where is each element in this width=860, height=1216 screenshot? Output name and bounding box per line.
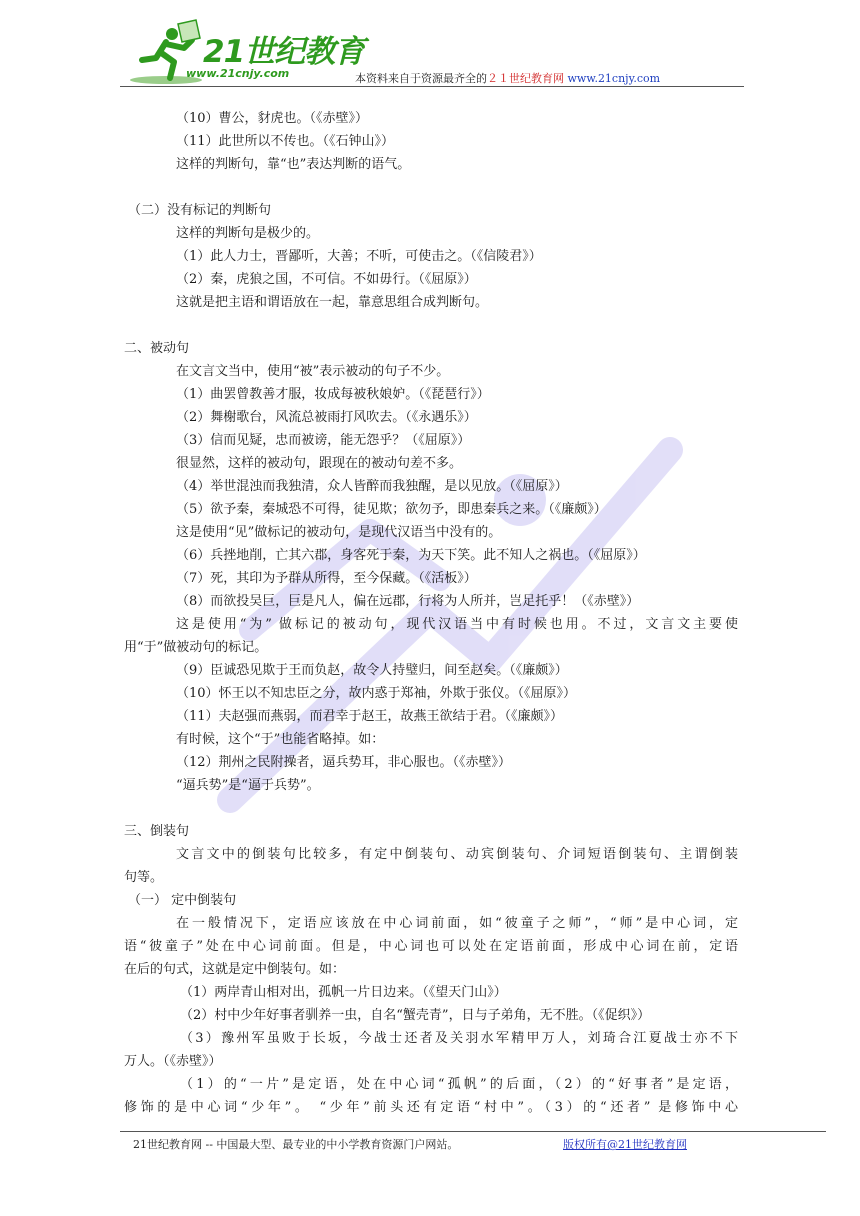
text-line: 用“于”做被动句的标记。 [124, 640, 268, 655]
footer-divider [120, 1131, 826, 1132]
text-line: 修饰的是中心词“少年”。 “少年”前头还有定语“村中”。（3）的“还者” 是修饰中心 [124, 1100, 738, 1115]
section-heading: 二、被动句 [124, 341, 190, 356]
section-heading: （二）没有标记的判断句 [128, 203, 272, 218]
text-line: （1）曲罢曾教善才服，妆成每被秋娘妒。（《琵琶行》） [176, 387, 490, 402]
text-line: （2）舞榭歌台，风流总被雨打风吹去。（《永遇乐》） [176, 410, 477, 425]
text-line: （1）两岸青山相对出，孤帆一片日边来。（《望天门山》） [180, 985, 507, 1000]
text-line: （1）的“一片”是定语，处在中心词“孤帆”的后面，（2）的“好事者”是定语， [180, 1077, 738, 1092]
logo-text: 21世纪教育 [203, 34, 365, 70]
watermark-logo-icon [190, 330, 710, 850]
text-line: （8）而欲投吴巨，巨是凡人，偏在远郡，行将为人所并，岂足托乎！（《赤壁》） [176, 594, 640, 609]
section-heading: （一） 定中倒装句 [128, 893, 237, 908]
text-line: 很显然，这样的被动句，跟现在的被动句差不多。 [176, 456, 463, 471]
copyright-link[interactable]: 版权所有@21世纪教育网 [563, 1138, 687, 1151]
logo-url: www.21cnjy.com [186, 67, 290, 80]
text-line: （9）臣诚恐见欺于王而负赵，故令人持璧归，间至赵矣。（《廉颇》） [176, 663, 568, 678]
header-note-prefix: 本资料来自于资源最齐全的 [355, 72, 487, 85]
text-line: （4）举世混浊而我独清，众人皆醉而我独醒，是以见放。（《屈原》） [176, 479, 568, 494]
text-line: （6）兵挫地削，亡其六郡，身客死于秦，为天下笑。此不知人之祸也。（《屈原》） [176, 548, 646, 563]
text-line: （3）豫州军虽败于长坂，今战士还者及关羽水军精甲万人，刘琦合江夏战士亦不下 [180, 1031, 738, 1046]
text-line: （11）此世所以不传也。（《石钟山》） [176, 134, 395, 149]
text-line: 这样的判断句，靠“也”表达判断的语气。 [176, 157, 411, 172]
text-line: （12）荆州之民附操者，逼兵势耳，非心服也。（《赤壁》） [176, 755, 512, 770]
header-divider [120, 86, 744, 87]
text-line: 在文言文当中，使用“被”表示被动的句子不少。 [176, 364, 450, 379]
header-note-url[interactable]: www.21cnjy.com [567, 72, 661, 85]
text-line: （3）信而见疑，忠而被谤，能无怨乎？（《屈原》） [176, 433, 471, 448]
text-line: （10）怀王以不知忠臣之分，故内惑于郑袖，外欺于张仪。（《屈原》） [176, 686, 577, 701]
text-line: 语“彼童子”处在中心词前面。但是，中心词也可以处在定语前面，形成中心词在前，定语 [124, 939, 738, 954]
text-line: （10）曹公，豺虎也。（《赤壁》） [176, 111, 369, 126]
text-line: 这是使用“见”做标记的被动句，是现代汉语当中没有的。 [176, 525, 502, 540]
text-line: 在一般情况下，定语应该放在中心词前面，如“彼童子之师”，“师”是中心词，定 [176, 916, 738, 931]
header-note [355, 70, 660, 86]
section-heading: 三、倒装句 [124, 824, 190, 839]
text-line: 万人。（《赤壁》） [124, 1054, 222, 1069]
text-line: 有时候，这个“于”也能省略掉。如： [176, 732, 385, 747]
text-line: 这是使用“为” 做标记的被动句，现代汉语当中有时候也用。不过，文言文主要使 [176, 617, 738, 632]
text-line: （7）死，其印为予群从所得，至今保藏。（《活板》） [176, 571, 477, 586]
header-note-site: ２１世纪教育网 [487, 72, 564, 85]
text-line: （1）此人力士，晋鄙听，大善；不听，可使击之。（《信陵君》） [176, 249, 542, 264]
text-line: 这就是把主语和谓语放在一起，靠意思组合成判断句。 [176, 295, 489, 310]
text-line: （5）欲予秦，秦城恐不可得，徒见欺；欲勿予，即患秦兵之来。（《廉颇》） [176, 502, 607, 517]
footer-text: 21世纪教育网 -- 中国最大型、最专业的中小学教育资源门户网站。 [133, 1138, 459, 1151]
text-line: 这样的判断句是极少的。 [176, 226, 320, 241]
text-line: “逼兵势”是“逼于兵势”。 [176, 778, 320, 793]
text-line: （11）夫赵强而燕弱，而君幸于赵王，故燕王欲结于君。（《廉颇》） [176, 709, 564, 724]
page-header [0, 0, 860, 92]
text-line: （2）村中少年好事者驯养一虫，自名“蟹壳青”，日与子弟角，无不胜。（《促织》） [180, 1008, 651, 1023]
text-line: （2）秦，虎狼之国，不可信。不如毋行。（《屈原》） [176, 272, 477, 287]
text-line: 文言文中的倒装句比较多，有定中倒装句、动宾倒装句、介词短语倒装句、主谓倒装 [176, 847, 738, 862]
text-line: 在后的句式，这就是定中倒装句。如： [124, 962, 346, 977]
text-line: 句等。 [124, 870, 164, 885]
